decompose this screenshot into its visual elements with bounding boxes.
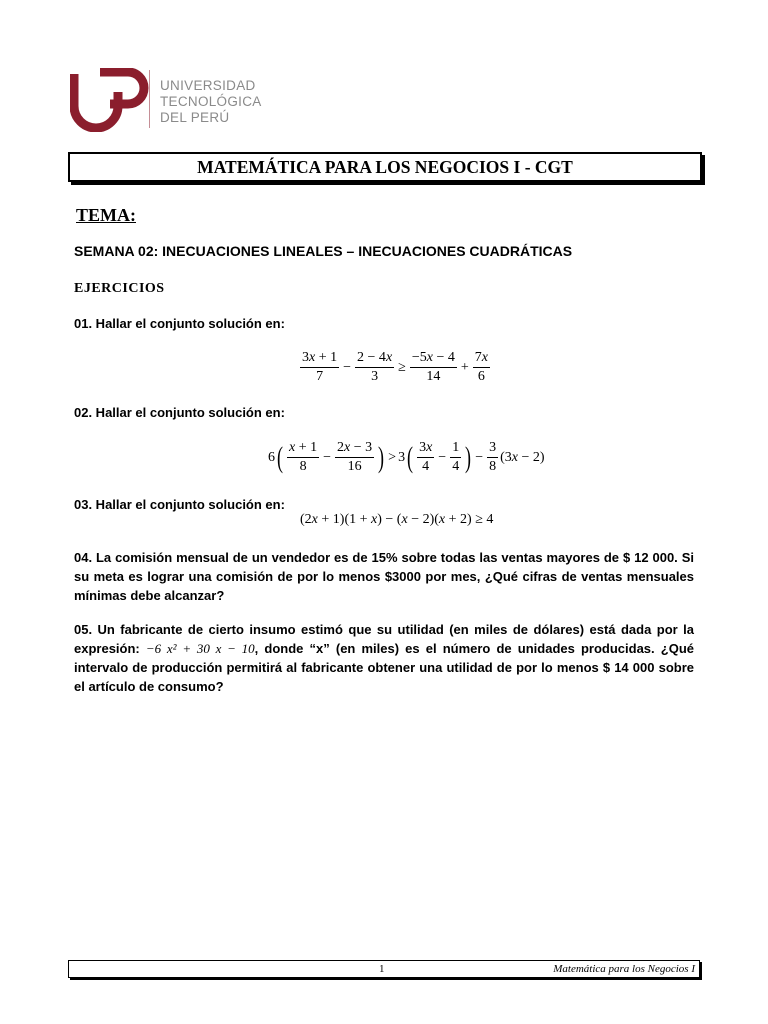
logo-line-3: DEL PERÚ xyxy=(160,110,230,125)
exercise-02-formula: 6 ( $\frac{x + 1}{8}$ − $\frac{2x - 3}{16}$ ) > 3 ( $\frac{3x}{4}$ − $\frac{1}{4}$ ) − $\frac{3}{8}$ (3x − 2) xyxy=(268,440,545,474)
document-title: MATEMÁTICA PARA LOS NEGOCIOS I - CGT xyxy=(197,157,573,177)
exercise-04-text: 04. La comisión mensual de un vendedor es de 15% sobre todas las ventas mayores de $ 12 000. Si su meta es lograr una comisión de por lo menos $3000 por mes, ¿Qué cifras de ventas mensuales mínimas debe alcanzar? xyxy=(74,550,694,603)
exercise-05-expression: −6 x² + 30 x − 10 xyxy=(145,641,255,656)
exercise-05-text xyxy=(74,620,694,696)
exercise-03-text: 03. Hallar el conjunto solución en: xyxy=(74,497,285,512)
semana-heading: SEMANA 02: INECUACIONES LINEALES – INECUACIONES CUADRÁTICAS xyxy=(74,243,573,259)
logo-line-2: TECNOLÓGICA xyxy=(160,94,262,109)
exercise-05-text-a: 05. Un fabricante de cierto insumo estimó que su utilidad (en miles de dólares) está dada por la expresión: xyxy=(74,622,694,656)
logo-line-1: UNIVERSIDAD xyxy=(160,78,256,93)
exercise-03-formula: (2x + 1)(1 + x) − (x − 2)(x + 2) ≥ 4 xyxy=(300,512,494,527)
footer-course-name: Matemática para los Negocios I xyxy=(553,963,695,975)
ejercicios-heading: EJERCICIOS xyxy=(74,281,165,296)
exercise-01-formula: $\frac{3x + 1}{7}$ − $\frac{2 - 4x}{3}$ ≥ $\frac{-5x - 4}{14}$ + $\frac{7x}{6}$ xyxy=(302,350,488,384)
page-footer xyxy=(68,960,700,978)
page-number: 1 xyxy=(379,963,385,975)
utp-logo-icon xyxy=(70,68,150,132)
tema-label: TEMA: xyxy=(76,205,136,225)
title-box xyxy=(68,152,702,182)
university-logo xyxy=(70,68,260,132)
exercise-02-text: 02. Hallar el conjunto solución en: xyxy=(74,405,285,420)
university-name xyxy=(160,78,262,126)
exercise-05-text-b: , donde “x” (en miles) es el número de unidades producidas. ¿Qué intervalo de producción permitirá al fabricante obtener una utilidad de por lo menos $ 14 000 sobre el artículo de consumo? xyxy=(74,641,694,694)
exercise-01-text: 01. Hallar el conjunto solución en: xyxy=(74,316,285,331)
